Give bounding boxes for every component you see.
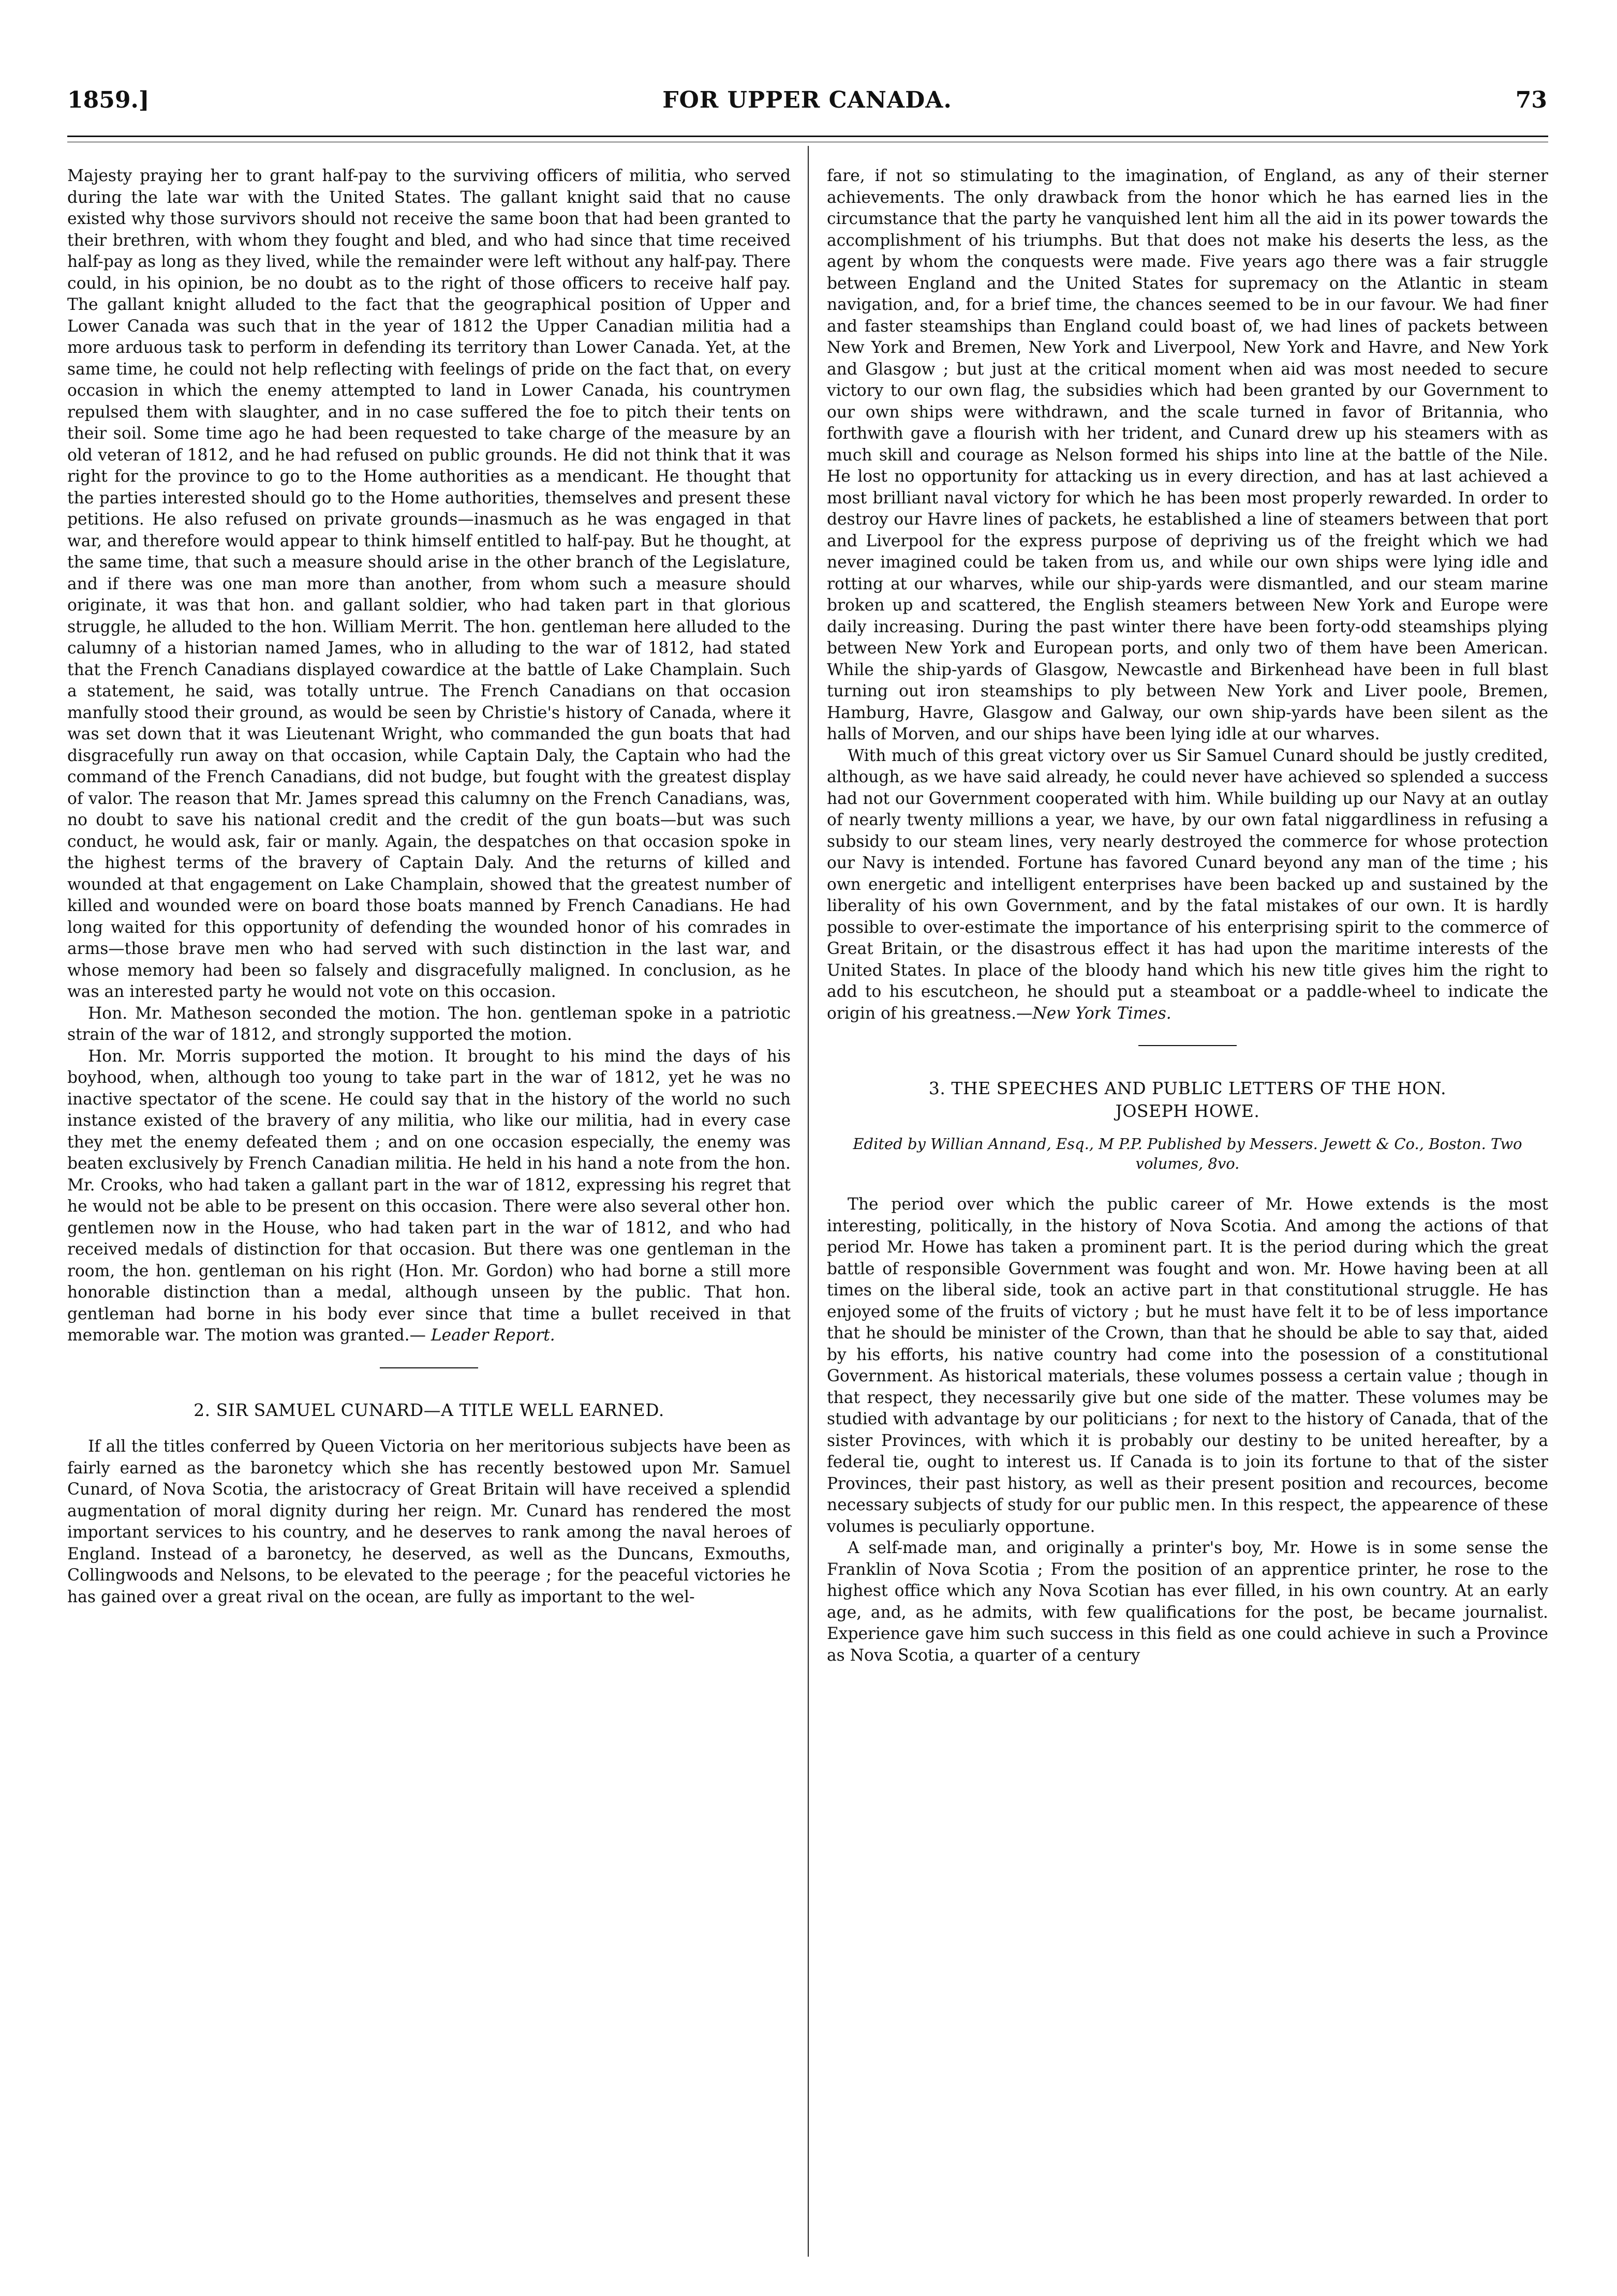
section-separator [1138,1045,1237,1046]
section-heading-line: 3. THE SPEECHES AND PUBLIC LETTERS OF THE HON. [928,1078,1447,1098]
article-paragraph [67,1046,791,1347]
article-paragraph-text: Hon. Mr. Morris supported the motion. It brought to his mind the days of his boyhood, when, although too young to take part in the war of 1812, yet he was no inactive spectator of the scene. He could say that in the history of the world no such instance existed of the bravery of any militia, who like our militia, had in every case they met the enemy defeated them ; and on one occasion especially, the enemy was beaten exclusively by French Canadian militia. He held in his hand a note from the hon. Mr. Crooks, who had taken a gallant part in the war of 1812, expressing his regret that he would not be able to be present on this occasion. There were also several other hon. gentlemen now in the House, who had taken part in the war of 1812, and who had received medals of distinction for that occasion. But there was one gentleman in the room, the hon. gentleman on his right (Hon. Mr. Gordon) who had borne a still more honorable distinction than a medal, although unseen by the public. That hon. gentleman had borne in his body ever since that time a bullet received in that memorable war. The motion was granted.— [67,1047,791,1345]
source-credit: New York Times. [1032,1004,1171,1023]
header-rule [67,136,1548,137]
article-paragraph: Majesty praying her to grant half-pay to the surviving officers of militia, who served during the late war with the United States. The gallant knight said that no cause existed why those survivors should not receive the same boon that had been granted to their brethren, with whom they fought and bled, and who had since that time received half-pay as long as they lived, while the remainder were left without any half-pay. There could, in his opinion, be no doubt as to the right of those officers to receive half pay. The gallant knight alluded to the fact that the geographical position of Upper and Lower Canada was such that in the year of 1812 the Upper Canadian militia had a more arduous task to perform in defending its territory than Lower Canada. Yet, at the same time, he could not help reflecting with feelings of pride on the fact that, on every occasion in which the enemy attempted to land in Lower Canada, his countrymen repulsed them with slaughter, and in no case suffered the foe to pitch their tents on their soil. Some time ago he had been requested to take charge of the measure by an old veteran of 1812, and he had refused on public grounds. He did not think that it was right for the province to go to the Home authorities as a mendicant. He thought that the parties interested should go to the Home authorities, themselves and present these petitions. He also refused on private grounds—inasmuch as he was engaged in that war, and therefore would appear to think himself entitled to half-pay. But he thought, at the same time, that such a measure should arise in the other branch of the Legislature, and if there was one man more than another, from whom such a measure should originate, it was that hon. and gallant soldier, who had taken part in that glorious struggle, he alluded to the hon. William Merrit. The hon. gentleman here alluded to the calumny of a historian named James, who in alluding to the war of 1812, had stated that the French Canadians displayed cowardice at the battle of Lake Champlain. Such a statement, he said, was totally untrue. The French Canadians on that occasion manfully stood their ground, as would be seen by Christie's history of Canada, where it was set down that it was Lieutenant Wright, who commanded the gun boats that had disgracefully run away on that occasion, while Captain Daly, the Captain who had the command of the French Canadians, did not budge, but fought with the greatest display of valor. The reason that Mr. James spread this calumny on the French Canadians, was, no doubt to save his national credit and the credit of the gun boats—but was such conduct, he would ask, fair or manly. Again, the despatches on that occasion spoke in the highest terms of the bravery of Captain Daly. And the returns of killed and wounded at that engagement on Lake Champlain, showed that the greatest number of killed and wounded were on board those boats manned by French Canadians. He had long waited for this opportunity of defending the wounded honor of his comrades in arms—those brave men who had served with such distinction in the last war, and whose memory had been so falsely and disgracefully maligned. In conclusion, as he was an interested party he would not vote on this occasion. [67,167,791,1001]
article-paragraph: A self-made man, and originally a printer's boy, Mr. Howe is in some sense the Franklin of Nova Scotia ; From the position of an apprentice printer, he rose to the highest office which any Nova Scotian has ever filled, in his own country. At an early age, and, as he admits, with few qualifications for the post, be became journalist. Experience gave him such success in this field as one could achieve in such a Province as Nova Scotia, a quarter of a century [827,1539,1548,1665]
book-byline: Edited by Willian Annand, Esq., M P.P. Published by Messers. Jewett & Co., Boston. Two volumes, 8vo. [853,1135,1522,1172]
left-column [67,166,791,1608]
page-number: 73 [1515,87,1547,113]
article-paragraph-text: With much of this great victory over us Sir Samuel Cunard should be justly credited, although, as we have said already, he could never have achieved so splended a success had not our Government cooperated with him. While building up our Navy at an outlay of nearly twenty millions a year, we have, by our own fatal niggardliness in refusing a subsidy to our steam lines, very nearly destroyed the commerce for whose protection our Navy is intended. Fortune has favored Cunard beyond any man of the time ; his own energetic and intelligent enterprises have been backed up and sustained by the liberality of his own Government, and by the fatal mistakes of our own. It is hardly possible to over-estimate the importance of his enterprising spirit to the commerce of Great Britain, or the disastrous effect it has had upon the maritime interests of the United States. In place of the bloody hand which his new title gives him the right to add to his escutcheon, he should put a steamboat or a paddle-wheel to indicate the origin of his greatness.— [827,746,1548,1023]
publication-title: FOR UPPER CANADA. [662,87,952,113]
section-heading-howe [827,1077,1548,1123]
article-paragraph: The period over which the public career of Mr. Howe extends is the most interesting, politically, in the history of Nova Scotia. And among the actions of that period Mr. Howe has taken a prominent part. It is the period during which the great battle of responsible Government was fought and won. Mr. Howe having been at all times on the liberal side, took an active part in that constitutional struggle. He has enjoyed some of the fruits of victory ; but he must have felt it to be of less importance that he should be minister of the Crown, than that he should be able to say that, aided by his efforts, his native country had come into the posession of a constitutional Government. As historical materials, these volumes possess a certain value ; though in that respect, they necessarily give but one side of the matter. These volumes may be studied with advantage by our politicians ; for next to the history of Canada, that of the sister Provinces, with which it is probably our destiny to be united hereafter, by a federal tie, ought to interest us. If Canada is to join its fortune to that of the sister Provinces, their past history, as well as their present position and recources, become necessary subjects of study for our public men. In this respect, the appearence of these volumes is peculiarly opportune. [827,1195,1548,1536]
article-paragraph: fare, if not so stimulating to the imagination, of England, as any of their sterner achievements. The only drawback from the honor which he has earned lies in the circumstance that the party he vanquished lent him all the aid in its power towards the accomplishment of his triumphs. But that does not make his deserts the less, as the agent by whom the conquests were made. Five years ago there was a fair struggle between England and the United States for supremacy on the Atlantic in steam navigation, and, for a brief time, the chances seemed to be in our favour. We had finer and faster steamships than England could boast of, we had lines of packets between New York and Bremen, New York and Liverpool, New York and Havre, and New York and Glasgow ; but just at the critical moment when aid was most needed to secure victory to our own flag, the subsidies which had been granted by our Government to our own ships were withdrawn, and the scale turned in favor of Britannia, who forthwith gave a flourish with her trident, and Cunard drew up his steamers with as much skill and courage as Nelson formed his ships into line at the battle of the Nile. He lost no opportunity for attacking us in every direction, and has at last achieved a most brilliant naval victory for which he has been most properly rewarded. In order to destroy our Havre lines of packets, he established a line of steamers between that port and Liverpool for the express purpose of depriving us of the freight which we had never imagined could be taken from us, and while our own ships were lying idle and rotting at our wharves, while our ship-yards were dismantled, and our steam marine broken up and scattered, the English steamers between New York and Europe were daily increasing. During the past winter there have been forty-odd steamships plying between New York and European ports, and only two of them have been American. While the ship-yards of Glasgow, Newcastle and Birkenhead have been in full blast turning out iron steamships to ply between New York and Liver poole, Bremen, Hamburg, Havre, Glasgow and Galway, our own ship-yards have been silent as the halls of Morven, and our ships have been lying idle at our wharves. [827,167,1548,743]
section-separator [380,1367,478,1368]
section-heading-line: JOSEPH HOWE. [1115,1101,1260,1121]
article-paragraph: If all the titles conferred by Queen Victoria on her meritorious subjects have been as fairly earned as the baronetcy which she has recently bestowed upon Mr. Samuel Cunard, of Nova Scotia, the aristocracy of Great Britain will have received a splendid augmentation of moral dignity during her reign. Mr. Cunard has rendered the most important services to his country, and he deserves to rank among the naval heroes of England. Instead of a baronetcy, he deserved, as well as the Duncans, Exmouths, Collingwoods and Nelsons, to be elevated to the peerage ; for the peaceful victories he has gained over a great rival on the ocean, are fully as important to the wel- [67,1437,791,1606]
column-divider [808,146,809,2257]
article-paragraph: Hon. Mr. Matheson seconded the motion. The hon. gentleman spoke in a patriotic strain of the war of 1812, and strongly supported the motion. [67,1004,791,1044]
issue-year: 1859.] [67,87,150,113]
right-column [827,166,1548,1666]
section-heading-cunard: 2. SIR SAMUEL CUNARD—A TITLE WELL EARNED. [194,1399,664,1420]
running-head [67,87,1547,128]
source-credit: Leader Report. [431,1326,555,1345]
article-paragraph [827,746,1548,1025]
